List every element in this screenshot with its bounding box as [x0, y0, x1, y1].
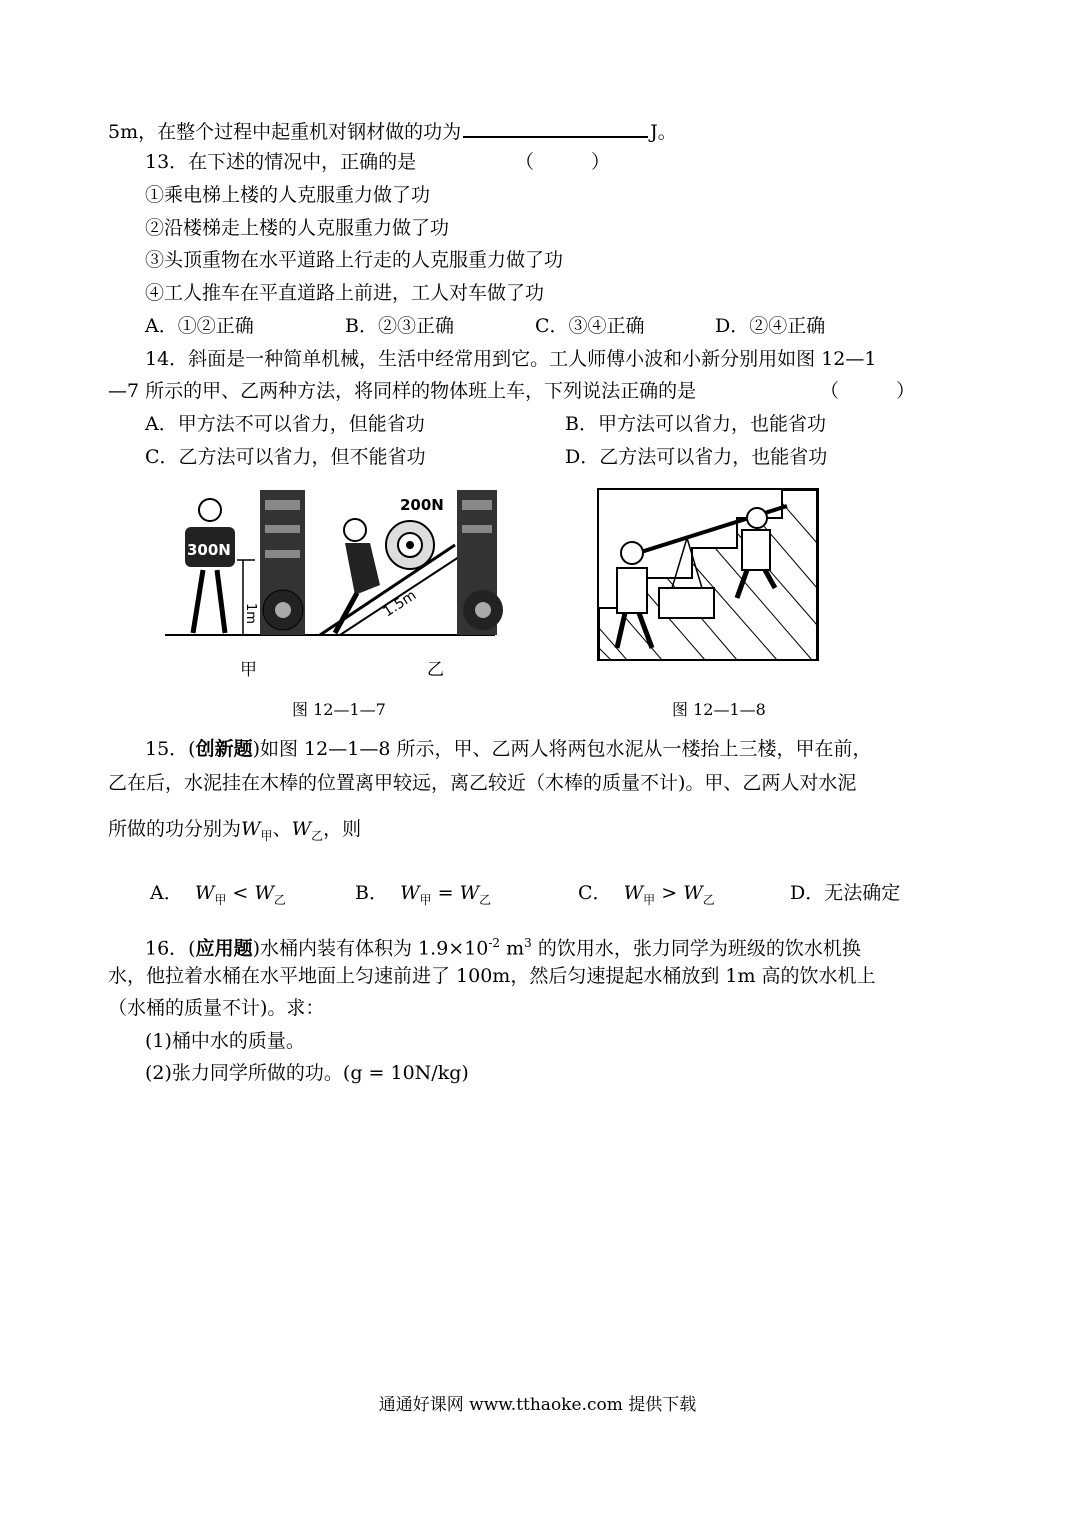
w-symbol: W	[623, 882, 644, 904]
q14-line1: 14．斜面是一种简单机械，生活中经常用到它。工人师傅小波和小新分别用如图 12—1	[145, 348, 877, 370]
q13-option-b[interactable]: B．②③正确	[345, 315, 454, 337]
q13-option-a[interactable]: A．①②正确	[145, 315, 254, 337]
length-label: 1.5m	[380, 587, 420, 621]
label-yi: 乙	[427, 660, 444, 680]
figure-12-1-7	[165, 485, 525, 685]
q14-line2: —7 所示的甲、乙两种方法，将同样的物体班上车，下列说法正确的是	[108, 380, 697, 402]
q16-text-c: 的饮用水，张力同学为班级的饮水机换	[531, 937, 861, 960]
sub-yi: 乙	[702, 892, 715, 907]
q14-option-d[interactable]: D．乙方法可以省力，也能省功	[565, 446, 828, 468]
q12-tail	[108, 118, 677, 144]
q16-number: 16．(	[145, 937, 196, 960]
option-c-label: C．	[578, 882, 612, 904]
sub-yi: 乙	[479, 892, 492, 907]
w-symbol: W	[241, 818, 261, 840]
q13-item-3: ③头顶重物在水平道路上行走的人克服重力做了功	[145, 249, 564, 271]
w-symbol: W	[291, 818, 312, 840]
q13-stem	[145, 150, 416, 174]
q14-bracket[interactable]: （ ）	[820, 380, 916, 402]
sub-jia: 甲	[260, 828, 273, 843]
q13-option-c[interactable]: C．③④正确	[535, 315, 645, 337]
q16-tag: 应用题	[195, 937, 253, 960]
q13-item-4: ④工人推车在平直道路上前进，工人对车做了功	[145, 282, 545, 304]
w-symbol: W	[400, 882, 420, 904]
figure-12-1-8-caption: 图 12—1—8	[672, 700, 766, 719]
force-label-200n: 200N	[400, 496, 444, 514]
relation-lt: <	[232, 882, 249, 904]
w-symbol: W	[194, 882, 215, 904]
height-label: 1m	[243, 603, 258, 624]
q15-tag: 创新题	[195, 738, 253, 760]
q16-line3: （水桶的质量不计)。求：	[108, 997, 325, 1019]
answer-blank[interactable]	[463, 118, 648, 138]
option-a-label: A．	[150, 882, 183, 904]
label-jia: 甲	[240, 660, 257, 680]
sub-jia: 甲	[643, 892, 656, 907]
q16-sub2: (2)张力同学所做的功。(g = 10N/kg)	[145, 1062, 469, 1084]
q16-text-a: )水桶内装有体积为 1.9×10	[252, 937, 489, 960]
q15-option-c[interactable]	[578, 881, 715, 912]
q15-option-b[interactable]	[355, 881, 491, 912]
w-symbol: W	[683, 882, 703, 904]
q13-bracket[interactable]: （ ）	[515, 151, 611, 173]
exponent: -2	[488, 936, 501, 950]
q15-line1-text: )如图 12—1—8 所示，甲、乙两人将两包水泥从一楼抬上三楼，甲在前，	[252, 738, 872, 760]
w-symbol: W	[459, 882, 480, 904]
option-b-label: B．	[355, 882, 388, 904]
relation-gt: >	[661, 882, 678, 904]
figure-12-1-7-caption: 图 12—1—7	[292, 700, 386, 719]
q14-option-b[interactable]: B．甲方法可以省力，也能省功	[565, 413, 826, 435]
q13-stem-text: 13．在下述的情况中，正确的是	[145, 151, 417, 173]
q16-sub1: (1)桶中水的质量。	[145, 1030, 305, 1052]
relation-eq: =	[437, 882, 454, 904]
cube-exponent: 3	[524, 936, 532, 950]
q16-text-b: m	[500, 937, 525, 960]
sub-yi: 乙	[273, 892, 286, 907]
q15-option-a[interactable]	[150, 881, 286, 912]
q13-item-1: ①乘电梯上楼的人克服重力做了功	[145, 184, 431, 206]
w-symbol: W	[254, 882, 274, 904]
q15-line2: 乙在后，水泥挂在木棒的位置离甲较远，离乙较近（木棒的质量不计)。甲、乙两人对水泥	[108, 772, 857, 794]
q15-line1	[145, 737, 871, 761]
q16-line2: 水，他拉着水桶在水平地面上匀速前进了 100m，然后匀速提起水桶放到 1m 高的饮水机上	[108, 965, 876, 987]
q12-unit: J。	[650, 121, 677, 143]
q14-option-c[interactable]: C．乙方法可以省力，但不能省功	[145, 446, 426, 468]
separator: 、	[272, 818, 292, 840]
q15-line3	[108, 817, 361, 848]
q15-line3-prefix: 所做的功分别为	[108, 818, 242, 840]
force-label-300n: 300N	[187, 541, 231, 559]
page-footer[interactable]: 通通好课网 www.tthaoke.com 提供下载	[378, 1395, 697, 1415]
q15-line3-suffix: ，则	[323, 818, 362, 840]
sub-yi: 乙	[311, 828, 324, 843]
q16-line1	[145, 931, 861, 960]
figure-12-1-8	[597, 488, 819, 661]
q13-item-2: ②沿楼梯走上楼的人克服重力做了功	[145, 217, 450, 239]
sub-jia: 甲	[419, 892, 432, 907]
q14-option-a[interactable]: A．甲方法不可以省力，但能省功	[145, 413, 425, 435]
q15-option-d[interactable]: D．无法确定	[790, 882, 901, 904]
q13-option-d[interactable]: D．②④正确	[715, 315, 826, 337]
sub-jia: 甲	[214, 892, 227, 907]
q15-number: 15．(	[145, 738, 196, 760]
q12-text: 5m，在整个过程中起重机对钢材做的功为	[108, 121, 462, 143]
